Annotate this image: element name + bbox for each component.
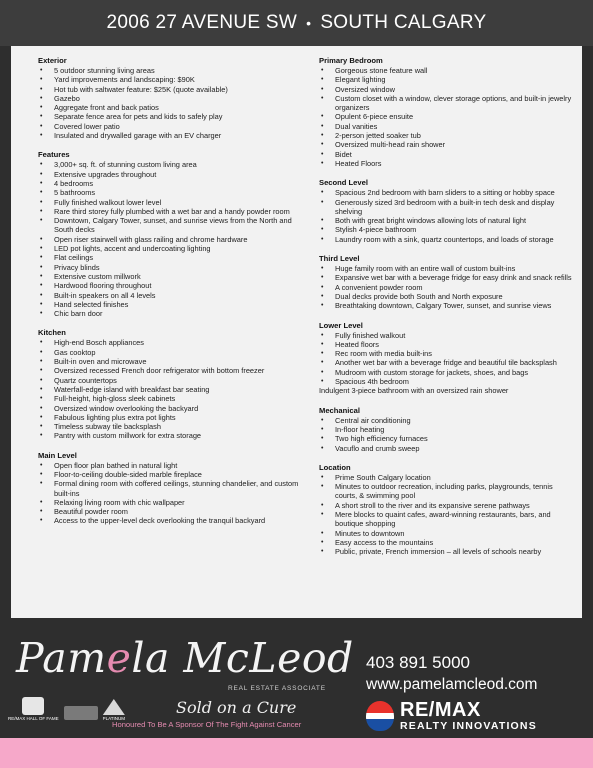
website-link[interactable]: www.pamelamcleod.com [366,676,538,693]
feature-item: • Mere blocks to quaint cafes, award-winning restaurants, bars, and boutique shopping [319,510,574,529]
section-title: Mechanical [319,405,360,415]
feature-item: • Stylish 4-piece bathroom [319,225,574,234]
feature-item: • Oversized recessed French door refrigerator with bottom freezer [38,366,303,375]
feature-item: • Flat ceilings [38,253,303,262]
feature-item: • Oversized multi-head rain shower [319,140,574,149]
award-icon [64,706,98,720]
feature-item: • Open floor plan bathed in natural light [38,461,303,470]
feature-item: • Full-height, high-gloss sleek cabinets [38,394,303,403]
section-title: Third Level [319,254,360,264]
feature-list [319,66,574,168]
agent-name-logo [16,634,354,682]
badge-label: RE/MAX HALL OF FAME [8,716,59,721]
feature-item: • Dual decks provide both South and North exposure [319,292,574,301]
feature-item: • Two high efficiency furnaces [319,434,574,443]
section-title: Main Level [38,450,77,460]
feature-item: • Opulent 6-piece ensuite [319,112,574,121]
footer [0,628,593,738]
feature-item: • Public, private, French immersion – all levels of schools nearby [319,547,574,556]
feature-item: • 2-person jetted soaker tub [319,131,574,140]
feature-item: • Oversized window [319,85,574,94]
section-second-level [319,178,574,244]
hall-of-fame-icon [22,697,44,715]
feature-item: • Quartz countertops [38,376,303,385]
section-title: Primary Bedroom [319,56,383,65]
feature-item: • Gas cooktop [38,348,303,357]
section-main-level [38,451,303,526]
feature-item: • Formal dining room with coffered ceilings, stunning chandelier, and custom built-ins [38,479,303,498]
brand-subtitle: REALTY INNOVATIONS [400,720,537,732]
badge-label: PLATINUM [102,716,126,721]
tagline: Sold on a Cure [176,698,297,717]
feature-item: • Chic barn door [38,309,303,318]
section-title: Location [319,462,351,472]
feature-list [38,338,303,440]
feature-item: • Rec room with media built-ins [319,349,574,358]
feature-item: • Expansive wet bar with a beverage fridge for easy drink and snack refills [319,273,574,282]
sponsor-note: Honoured To Be A Sponsor Of The Fight Against Cancer [112,720,302,729]
feature-item: • Minutes to downtown [319,529,574,538]
feature-item: • 3,000+ sq. ft. of stunning custom living area [38,160,303,169]
header-area: SOUTH CALGARY [320,12,487,33]
award-badges [8,697,125,721]
platinum-badge [103,699,125,721]
feature-item: • Spacious 4th bedroom [319,377,574,386]
feature-item: • Gazebo [38,94,303,103]
section-mechanical [319,406,574,453]
feature-item: • Aggregate front and back patios [38,103,303,112]
section-features [38,150,303,318]
feature-item: • Prime South Calgary location [319,473,574,482]
feature-list [38,160,303,318]
feature-item: • Breathtaking downtown, Calgary Tower, sunset, and sunrise views [319,301,574,310]
feature-item: • In-floor heating [319,425,574,434]
feature-item: • Easy access to the mountains [319,538,574,547]
feature-item: • Elegant lighting [319,75,574,84]
feature-sheet [11,46,582,618]
feature-item: • Beautiful powder room [38,507,303,516]
feature-item: • Privacy blinds [38,263,303,272]
feature-item: • Another wet bar with a beverage fridge and beautiful tile backsplash [319,358,574,367]
feature-item: • Central air conditioning [319,416,574,425]
page-header [0,0,593,46]
section-location [319,463,574,557]
feature-item: • Gorgeous stone feature wall [319,66,574,75]
feature-item: • Relaxing living room with chic wallpaper [38,498,303,507]
right-column [319,56,574,618]
feature-item: • Insulated and drywalled garage with an EV charger [38,131,303,140]
brand-name: RE/MAX [400,699,481,721]
section-title: Exterior [38,56,67,65]
feature-item: • Hot tub with saltwater feature: $25K (quote available) [38,85,303,94]
hall-of-fame-badge [8,697,59,721]
section-title: Second Level [319,178,368,188]
feature-note: Indulgent 3-piece bathroom with an oversized rain shower [319,386,509,396]
feature-item: • Fabulous lighting plus extra pot lights [38,413,303,422]
feature-item: • Extensive upgrades throughout [38,170,303,179]
agent-name-part2: la McLeod [131,634,354,682]
feature-item: • 5 bathrooms [38,188,303,197]
agent-role: REAL ESTATE ASSOCIATE [228,685,326,692]
feature-item: • Heated floors [319,340,574,349]
feature-item: • Spacious 2nd bedroom with barn sliders to a sitting or hobby space [319,188,574,197]
feature-item: • Heated Floors [319,159,574,168]
feature-item: • Built-in speakers on all 4 levels [38,291,303,300]
feature-item: • Rare third storey fully plumbed with a wet bar and a handy powder room [38,207,303,216]
section-title: Lower Level [319,320,363,330]
feature-item: • Mudroom with custom storage for jackets, shoes, and bags [319,368,574,377]
award-badge [64,706,98,721]
feature-item: • Access to the upper-level deck overlooking the tranquil backyard [38,516,303,525]
brokerage-logo [366,700,537,732]
feature-item: • Fully finished walkout [319,331,574,340]
feature-list [38,461,303,526]
feature-item: • Covered lower patio [38,122,303,131]
feature-item: • Pantry with custom millwork for extra storage [38,431,303,440]
feature-item: • LED pot lights, accent and undercoating lighting [38,244,303,253]
agent-name-part1: Pam [16,634,107,682]
feature-item: • Generously sized 3rd bedroom with a built-in tech desk and display shelving [319,198,574,217]
section-primary-bedroom [319,56,574,168]
feature-item: • Extensive custom millwork [38,272,303,281]
feature-item: • Timeless subway tile backsplash [38,422,303,431]
feature-list [319,188,574,244]
section-lower-level [319,321,574,396]
platinum-icon [103,699,125,715]
feature-item: • Hand selected finishes [38,300,303,309]
pink-band [0,738,593,768]
feature-item: • Huge family room with an entire wall of custom built-ins [319,264,574,273]
feature-item: • Oversized window overlooking the backyard [38,404,303,413]
feature-item: • Built-in oven and microwave [38,357,303,366]
feature-list [319,416,574,453]
feature-item: • A convenient powder room [319,283,574,292]
section-third-level [319,254,574,310]
phone-number[interactable]: 403 891 5000 [366,653,470,672]
feature-item: • Laundry room with a sink, quartz countertops, and loads of storage [319,235,574,244]
feature-item: • Vacuflo and crumb sweep [319,444,574,453]
header-separator: • [306,15,312,31]
section-exterior [38,56,303,140]
feature-item: • Hardwood flooring throughout [38,281,303,290]
agent-name-heart: e [106,634,132,682]
feature-item: • Custom closet with a window, clever storage options, and built-in jewelry organizers [319,94,574,113]
feature-item: • Floor-to-ceiling double-sided marble fireplace [38,470,303,479]
feature-item: • Bidet [319,150,574,159]
feature-list [319,331,574,387]
feature-item: • High-end Bosch appliances [38,338,303,347]
feature-item: • Fully finished walkout lower level [38,198,303,207]
feature-list [319,264,574,310]
feature-item: • Dual vanities [319,122,574,131]
feature-item: • Waterfall-edge island with breakfast bar seating [38,385,303,394]
feature-list [319,473,574,557]
feature-item: • Both with great bright windows allowing lots of natural light [319,216,574,225]
feature-item: • Separate fence area for pets and kids to safely play [38,112,303,121]
balloon-icon [366,701,394,731]
header-address: 2006 27 AVENUE SW [106,12,298,33]
feature-list [38,66,303,140]
feature-item: • 5 outdoor stunning living areas [38,66,303,75]
feature-item: • Yard improvements and landscaping: $90K [38,75,303,84]
section-title: Kitchen [38,328,66,338]
feature-item: • Minutes to outdoor recreation, including parks, playgrounds, tennis courts, & swimming pool [319,482,574,501]
left-column [38,56,303,618]
section-kitchen [38,328,303,440]
section-title: Features [38,150,70,160]
feature-item: • Open riser stairwell with glass railing and chrome hardware [38,235,303,244]
feature-item: • A short stroll to the river and its expansive serene pathways [319,501,574,510]
feature-item: • 4 bedrooms [38,179,303,188]
feature-item: • Downtown, Calgary Tower, sunset, and sunrise views from the North and South decks [38,216,303,235]
